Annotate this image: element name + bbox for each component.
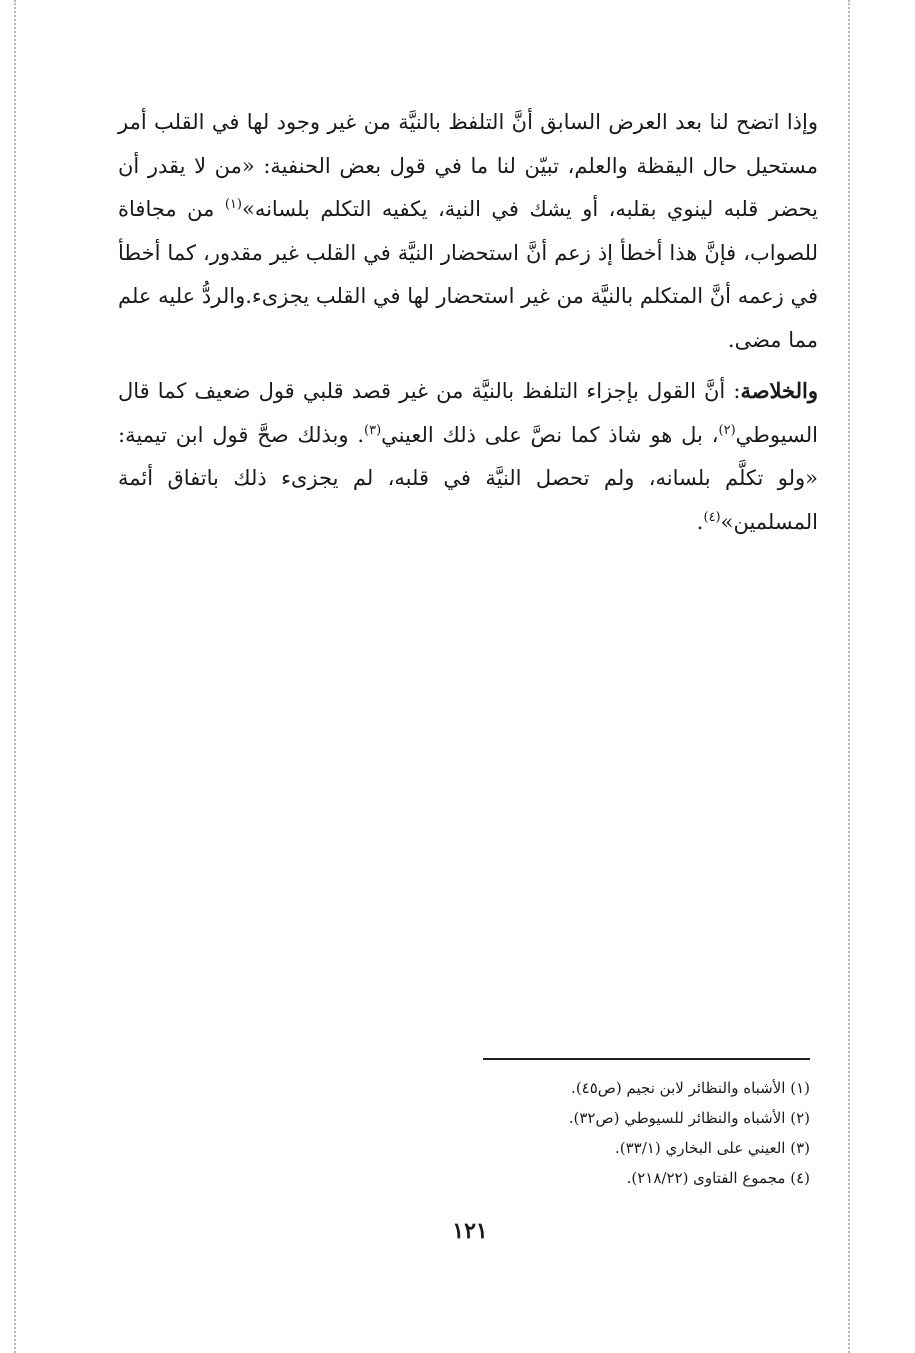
footnote-ref-3: (٣) bbox=[364, 422, 382, 438]
summary-heading: والخلاصة bbox=[740, 378, 818, 403]
paragraph-2-text-b: ، بل هو شاذ كما نصَّ على ذلك العيني bbox=[381, 422, 719, 447]
footnote-separator bbox=[483, 1058, 810, 1060]
right-margin-dotted-line bbox=[848, 0, 850, 1353]
footnotes-list bbox=[300, 1073, 810, 1193]
paragraph-1-text-b: من مجافاة للصواب، فإنَّ هذا أخطأ إذ زعم أنَّ استحضار النيَّة في القلب غير مقدور، كما أخطأ في زعمه أنَّ المتكلم بالنيَّة من غير استحضار لها في القلب يجزىء.والردُّ عليه علم مما مضى. bbox=[118, 197, 818, 352]
body-text bbox=[118, 100, 818, 544]
footnote-ref-1: (١) bbox=[224, 197, 242, 212]
footnote-2: (٢) الأشباه والنظائر للسيوطي (ص٣٢). bbox=[568, 1109, 810, 1127]
page-number: ١٢١ bbox=[452, 1218, 488, 1244]
paragraph-2-text-a: : أنَّ القول بإجزاء التلفظ بالنيَّة من غير قصد قلبي قول ضعيف كما قال السيوطي bbox=[118, 379, 819, 447]
paragraph-1 bbox=[118, 100, 818, 362]
footnote-3: (٣) العيني على البخاري (٣٣/١). bbox=[614, 1139, 810, 1157]
footnote-4: (٤) مجموع الفتاوى (٢١٨/٢٢). bbox=[626, 1169, 810, 1187]
paragraph-2-text-d: . bbox=[696, 509, 704, 534]
footnote-ref-4: (٤) bbox=[703, 509, 721, 525]
paragraph-2-text-c: . وبذلك صحَّ قول ابن تيمية: «ولو تكلَّم بلسانه، ولم تحصل النيَّة في قلبه، لم يجزىء ذلك باتفاق أئمة المسلمين» bbox=[118, 422, 818, 534]
footnote-ref-2: (٢) bbox=[718, 422, 736, 438]
paragraph-2 bbox=[118, 369, 818, 544]
left-margin-dotted-line bbox=[14, 0, 16, 1353]
paragraph-1-text-a: وإذا اتضح لنا بعد العرض السابق أنَّ التلفظ بالنيَّة من غير وجود لها في القلب أمر مستحيل حال اليقظة والعلم، تبيّن لنا ما في قول بعض الحنفية: «من لا يقدر أن يحضر قلبه لينوي بقلبه، أو يشك في النية، يكفيه التكلم بلسانه» bbox=[118, 110, 818, 221]
footnote-1: (١) الأشباه والنظائر لابن نجيم (ص٤٥). bbox=[571, 1079, 810, 1097]
